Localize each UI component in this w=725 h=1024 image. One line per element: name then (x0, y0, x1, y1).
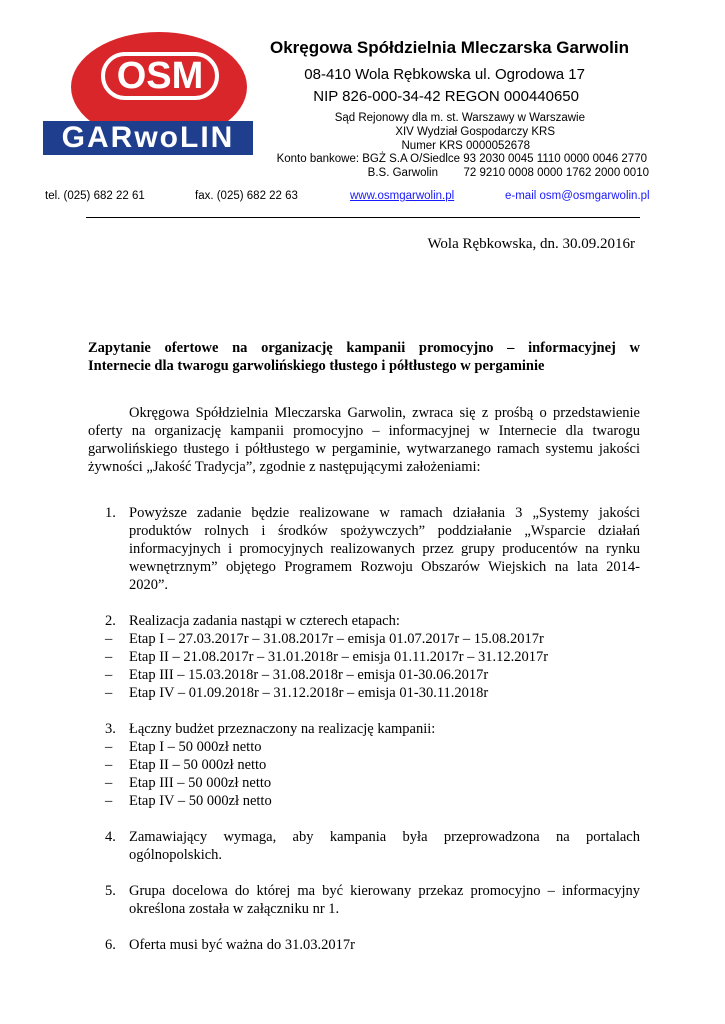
stage-schedule: Etap II – 21.08.2017r – 31.01.2018r – emisja 01.11.2017r – 31.12.2017r (129, 649, 549, 665)
item-number: 5. (105, 883, 116, 899)
subject-line-1: Zapytanie ofertowe na organizację kampanii promocyjno – informacyjnej w (88, 340, 640, 356)
dash-bullet: – (105, 775, 113, 791)
dash-bullet: – (105, 685, 113, 701)
court-department: XIV Wydział Gospodarczy KRS (395, 126, 555, 138)
item-text: Oferta musi być ważna do 31.03.2017r (129, 937, 355, 953)
date-line: Wola Rębkowska, dn. 30.09.2016r (427, 236, 635, 252)
header-divider (86, 217, 640, 218)
company-address: 08-410 Wola Rębkowska ul. Ogrodowa 17 (304, 66, 585, 83)
dash-bullet: – (105, 631, 113, 647)
stage-schedule: Etap III – 15.03.2018r – 31.08.2018r – emisja 01-30.06.2017r (129, 667, 489, 683)
subject-line-2: Internecie dla twarogu garwolińskiego tłustego i półtłustego w pergaminie (88, 358, 545, 374)
sub-item (105, 630, 640, 648)
contact-row (45, 190, 660, 204)
item-text: Realizacja zadania nastąpi w czterech etapach: (129, 613, 400, 629)
item-number: 2. (105, 613, 116, 629)
website-link[interactable]: www.osmgarwolin.pl (350, 190, 455, 202)
item-number: 6. (105, 937, 116, 953)
item-text: Powyższe zadanie będzie realizowane w ramach działania 3 „Systemy jakości produktów rolnych i środków spożywczych” poddziałanie „Wsparcie działań informacyjnych i promocyjnych realizowanych przez grupy producentów na rynku wewnętrznym” objętego Programem Rozwoju Obszarów Wiejskich na lata 2014-2020”. (129, 505, 640, 593)
company-logo (43, 30, 253, 155)
logo-garwolin-text: GARwoLIN (43, 121, 253, 155)
stage-budget: Etap IV – 50 000zł netto (129, 793, 272, 809)
item-text: Zamawiający wymaga, aby kampania była przeprowadzona na portalach ogólnopolskich. (129, 829, 640, 863)
list-item (105, 882, 640, 918)
stage-budget: Etap II – 50 000zł netto (129, 757, 267, 773)
item-text: Grupa docelowa do której ma być kierowany przekaz promocyjno – informacyjny określona została w załączniku nr 1. (129, 883, 640, 917)
list-item (105, 828, 640, 864)
logo-osm-text: OSM (101, 52, 219, 100)
phone-number: tel. (025) 682 22 61 (45, 190, 145, 202)
list-item (105, 612, 640, 630)
dash-bullet: – (105, 667, 113, 683)
sub-item (105, 738, 640, 756)
letter-subject (88, 339, 640, 375)
list-item (105, 936, 640, 954)
list-item (105, 504, 640, 594)
stage-schedule: Etap IV – 01.09.2018r – 31.12.2018r – emisja 01-30.11.2018r (129, 685, 489, 701)
sub-item (105, 756, 640, 774)
sub-item (105, 648, 640, 666)
list-item (105, 720, 640, 738)
bank-account-1: Konto bankowe: BGŻ S.A O/Siedlce 93 2030 0045 1110 0000 0046 2770 (276, 153, 647, 165)
item-text: Łączny budżet przeznaczony na realizację kampanii: (129, 721, 436, 737)
item-number: 1. (105, 505, 116, 521)
fax-number: fax. (025) 682 22 63 (195, 190, 298, 202)
item-number: 3. (105, 721, 116, 737)
krs-number: Numer KRS 0000052678 (401, 140, 530, 152)
dash-bullet: – (105, 757, 113, 773)
email-link[interactable]: e-mail osm@osmgarwolin.pl (505, 190, 650, 202)
company-nip-regon: NIP 826-000-34-42 REGON 000440650 (313, 88, 579, 105)
stage-budget: Etap I – 50 000zł netto (129, 739, 262, 755)
item-number: 4. (105, 829, 116, 845)
sub-item (105, 774, 640, 792)
dash-bullet: – (105, 793, 113, 809)
intro-paragraph: Okręgowa Spółdzielnia Mleczarska Garwolin, zwraca się z prośbą o przedstawienie oferty na organizację kampanii promocyjno – informacyjnej w Internecie dla twarogu garwolińskiego tłustego i półtłustego w pergaminie, wytwarzanego ramach systemu jakości żywności „Jakość Tradycja”, zgodnie z następującymi założeniami: (88, 405, 640, 475)
stage-budget: Etap III – 50 000zł netto (129, 775, 272, 791)
sub-item (105, 666, 640, 684)
sub-item (105, 792, 640, 810)
company-name: Okręgowa Spółdzielnia Mleczarska Garwolin (269, 38, 629, 57)
stage-schedule: Etap I – 27.03.2017r – 31.08.2017r – emisja 01.07.2017r – 15.08.2017r (129, 631, 544, 647)
conditions-list (105, 504, 640, 954)
dash-bullet: – (105, 739, 113, 755)
bank-account-2: B.S. Garwolin 72 9210 0008 0000 1762 2000 0010 (367, 167, 649, 179)
sub-item (105, 684, 640, 702)
court-registry: Sąd Rejonowy dla m. st. Warszawy w Warszawie (334, 112, 585, 124)
dash-bullet: – (105, 649, 113, 665)
